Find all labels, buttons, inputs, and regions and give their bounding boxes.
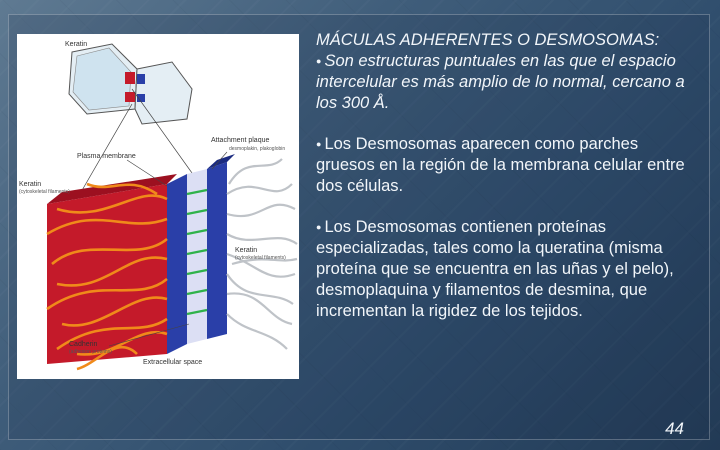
heading: MÁCULAS ADHERENTES O DESMOSOMAS: [316,31,660,49]
paragraph-3 [316,217,696,322]
cells-inset [69,44,192,124]
label-plasma-membrane: Plasma membrane [77,153,136,160]
label-keratin-right: Keratin [235,247,258,254]
label-keratin-left-sub: (cytoskeletal filaments) [19,189,70,195]
desmosome-illustration [17,34,299,379]
bullet-icon: ● [316,56,322,67]
text-content [316,30,696,322]
paragraph-3-text: Los Desmosomas contienen proteínas especializadas, tales como la queratina (misma proteína que se encuentra en las uñas y el pelo), desmoplaquina y filamentos de desmina, que incrementan la rigidez de los tejidos. [316,218,674,321]
label-keratin-top: Keratin [65,41,88,48]
paragraph-1-text: Son estructuras puntuales en las que el espacio intercelular es más amplio de lo normal, cercano a los 300 Å. [316,52,685,113]
desmosome-diagram [17,34,299,379]
label-cadherin-sub: (adhesion proteins) [69,349,112,355]
bullet-icon: ● [316,139,322,150]
label-extracellular: Extracellular space [143,359,203,366]
paragraph-2 [316,134,696,197]
paragraph-1 [316,30,696,114]
label-cadherin: Cadherin [69,341,98,348]
label-attachment-sub: desmoplakin, plakoglobin [229,146,286,152]
label-attachment-plaque: Attachment plaque [211,137,270,144]
label-keratin-left: Keratin [19,181,42,188]
paragraph-2-text: Los Desmosomas aparecen como parches gruesos en la región de la membrana celular entre dos células. [316,135,685,196]
label-keratin-right-sub: (cytoskeletal filaments) [235,255,286,261]
page-number: 44 [665,419,684,438]
bullet-icon: ● [316,222,322,233]
